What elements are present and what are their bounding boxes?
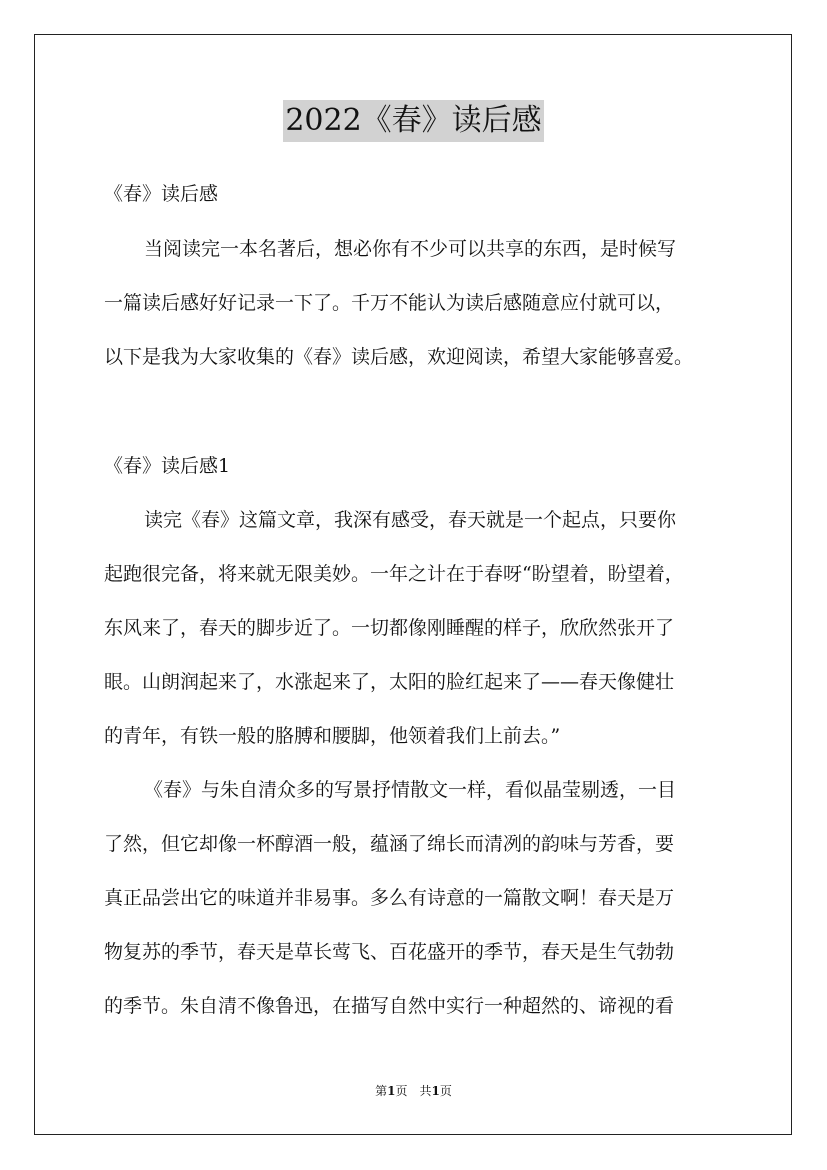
paragraph-1-line: 的青年，有铁一般的胳膊和腰脚，他领着我们上前去。” — [104, 725, 561, 747]
paragraph-2-line: 物复苏的季节，春天是草长莺飞、百花盛开的季节，春天是生气勃勃 — [104, 941, 675, 963]
document-title: 2022《春》读后感 — [283, 100, 543, 142]
page-total: 1 — [431, 1084, 440, 1098]
heading-2: 《春》读后感1 — [104, 455, 231, 477]
page-prefix: 第 — [375, 1084, 388, 1098]
page-number: 1 — [387, 1084, 396, 1098]
paragraph-1-line: 起跑很完备，将来就无限美妙。一年之计在于春呀“盼望着，盼望着， — [104, 563, 684, 585]
paragraph-2-line: 真正品尝出它的味道并非易事。多么有诗意的一篇散文啊！春天是万 — [104, 887, 675, 909]
page-footer — [0, 1083, 827, 1099]
intro-line: 以下是我为大家收集的《春》读后感，欢迎阅读，希望大家能够喜爱。 — [104, 346, 694, 368]
page-mid: 页 共 — [395, 1084, 432, 1098]
paragraph-1-line: 东风来了，春天的脚步近了。一切都像刚睡醒的样子，欣欣然张开了 — [104, 617, 675, 639]
intro-line: 当阅读完一本名著后，想必你有不少可以共享的东西，是时候写 — [144, 238, 677, 260]
page-suffix: 页 — [439, 1084, 452, 1098]
paragraph-1-line: 眼。山朗润起来了，水涨起来了，太阳的脸红起来了——春天像健壮 — [104, 671, 675, 693]
paragraph-2-line: 的季节。朱自清不像鲁迅，在描写自然中实行一种超然的、谛视的看 — [104, 995, 675, 1017]
document-title-wrapper — [0, 100, 827, 142]
paragraph-2-line: 《春》与朱自清众多的写景抒情散文一样，看似晶莹剔透，一目 — [144, 779, 677, 801]
paragraph-1-line: 读完《春》这篇文章，我深有感受，春天就是一个起点，只要你 — [144, 509, 677, 531]
paragraph-2-line: 了然，但它却像一杯醇酒一般，蕴涵了绵长而清冽的韵味与芳香，要 — [104, 833, 675, 855]
intro-line: 一篇读后感好好记录一下了。千万不能认为读后感随意应付就可以， — [104, 292, 675, 314]
heading-1: 《春》读后感 — [104, 183, 219, 205]
